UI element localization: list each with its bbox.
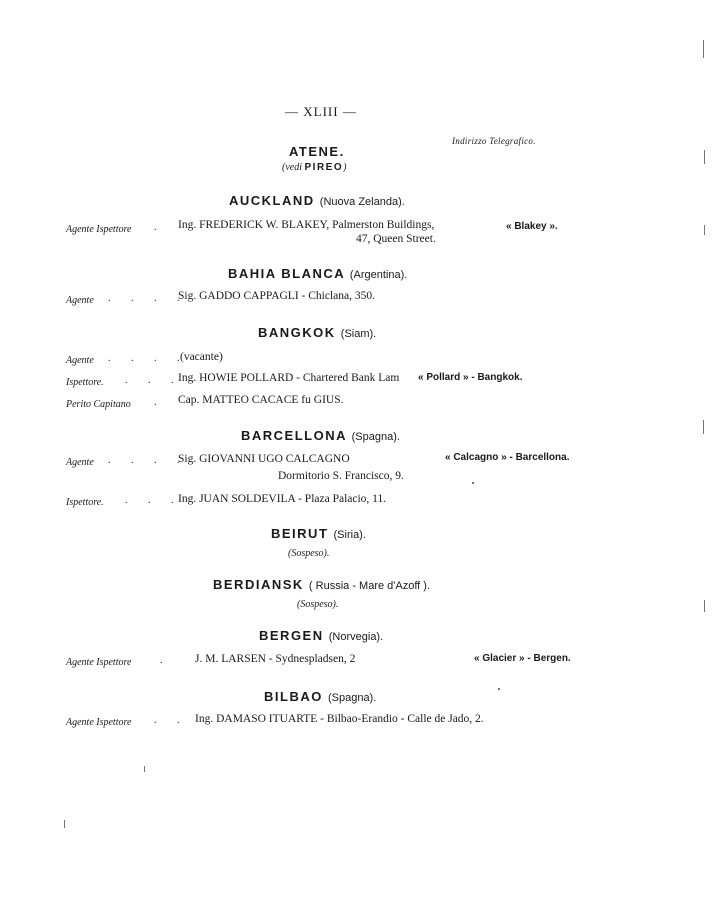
entry-role: Ispettore. bbox=[66, 497, 104, 508]
city-heading bbox=[264, 689, 376, 704]
leader-dots: . . bbox=[154, 715, 189, 726]
entry-role: Ispettore. bbox=[66, 377, 104, 388]
scan-mark bbox=[472, 482, 474, 484]
leader-dots: . . . . bbox=[108, 353, 189, 364]
entry-role: Agente Ispettore bbox=[66, 224, 132, 235]
entry-name: Sig. GADDO CAPPAGLI - Chiclana, 350. bbox=[178, 290, 375, 302]
status-note: (Sospeso). bbox=[297, 599, 339, 610]
entry-role: Agente Ispettore bbox=[66, 657, 132, 668]
entry-address: Dormitorio S. Francisco, 9. bbox=[278, 470, 404, 482]
scan-mark bbox=[703, 40, 704, 58]
country-name: ( Russia - Mare d'Azoff ). bbox=[308, 580, 431, 592]
leader-dots: . . . . bbox=[108, 455, 189, 466]
note-reference: PIREO bbox=[304, 162, 344, 173]
city-name: AUCKLAND bbox=[229, 193, 315, 208]
scan-mark bbox=[704, 600, 705, 612]
scan-mark bbox=[64, 820, 65, 828]
city-heading bbox=[241, 428, 400, 443]
telegraphic-address: « Blakey ». bbox=[506, 221, 558, 232]
country-name: (Siam). bbox=[340, 328, 377, 340]
city-name: BARCELLONA bbox=[241, 428, 347, 443]
entry-name: Sig. GIOVANNI UGO CALCAGNO bbox=[178, 453, 350, 465]
city-heading bbox=[289, 144, 345, 159]
scan-mark bbox=[703, 420, 704, 434]
country-name: (Spagna). bbox=[327, 692, 377, 704]
entry-role: Perito Capitano bbox=[66, 399, 131, 410]
cross-reference bbox=[282, 162, 346, 173]
entry-address: 47, Queen Street. bbox=[356, 233, 436, 245]
leader-dots: . bbox=[160, 655, 172, 666]
country-name: (Siria). bbox=[333, 529, 366, 541]
status-note: (Sospeso). bbox=[288, 548, 330, 559]
note-suffix: ) bbox=[343, 162, 347, 173]
country-name: (Nuova Zelanda). bbox=[319, 196, 405, 208]
city-name: BERGEN bbox=[259, 628, 324, 643]
leader-dots: . . . bbox=[125, 375, 183, 386]
telegraphic-address: « Calcagno » - Barcellona. bbox=[445, 452, 570, 463]
city-heading bbox=[228, 266, 407, 281]
country-name: (Spagna). bbox=[351, 431, 400, 443]
city-name: BILBAO bbox=[264, 689, 323, 704]
city-heading bbox=[213, 577, 430, 592]
leader-dots: . bbox=[154, 222, 166, 233]
scan-mark bbox=[704, 225, 705, 235]
scan-mark bbox=[144, 766, 145, 772]
entry-name: Ing. DAMASO ITUARTE - Bilbao-Erandio - Calle de Jado, 2. bbox=[195, 713, 484, 725]
telegraphic-address: « Glacier » - Bergen. bbox=[474, 653, 571, 664]
leader-dots: . . . . bbox=[108, 293, 189, 304]
page-number: — XLIII — bbox=[285, 104, 357, 119]
city-heading bbox=[271, 526, 366, 541]
country-name: (Argentina). bbox=[349, 269, 408, 281]
scan-mark bbox=[498, 688, 500, 690]
scan-mark bbox=[704, 150, 705, 164]
entry-role: Agente bbox=[66, 355, 94, 366]
note-prefix: (vedi bbox=[282, 162, 302, 173]
entry-name: Ing. HOWIE POLLARD - Chartered Bank Lam bbox=[178, 372, 400, 384]
leader-dots: . . . bbox=[125, 495, 183, 506]
telegraphic-address: « Pollard » - Bangkok. bbox=[418, 372, 523, 383]
entry-name: Cap. MATTEO CACACE fu GIUS. bbox=[178, 394, 344, 406]
entry-role: Agente bbox=[66, 457, 94, 468]
country-name: (Norvegia). bbox=[328, 631, 384, 643]
entry-role: Agente bbox=[66, 295, 94, 306]
city-heading bbox=[229, 193, 405, 208]
leader-dots: . bbox=[154, 397, 166, 408]
city-heading bbox=[259, 628, 383, 643]
city-name: ATENE. bbox=[289, 144, 345, 159]
entry-role: Agente Ispettore bbox=[66, 717, 132, 728]
entry-name: Ing. FREDERICK W. BLAKEY, Palmerston Buildings, bbox=[178, 219, 435, 231]
city-heading bbox=[258, 325, 376, 340]
entry-name: J. M. LARSEN - Sydnespladsen, 2 bbox=[195, 653, 356, 665]
telegraphic-address-header: Indirizzo Telegrafico. bbox=[452, 136, 536, 146]
city-name: BANGKOK bbox=[258, 325, 336, 340]
city-name: BAHIA BLANCA bbox=[228, 266, 345, 281]
entry-name: Ing. JUAN SOLDEVILA - Plaza Palacio, 11. bbox=[178, 493, 387, 505]
city-name: BEIRUT bbox=[271, 526, 329, 541]
entry-name: (vacante) bbox=[180, 351, 223, 363]
city-name: BERDIANSK bbox=[213, 577, 304, 592]
